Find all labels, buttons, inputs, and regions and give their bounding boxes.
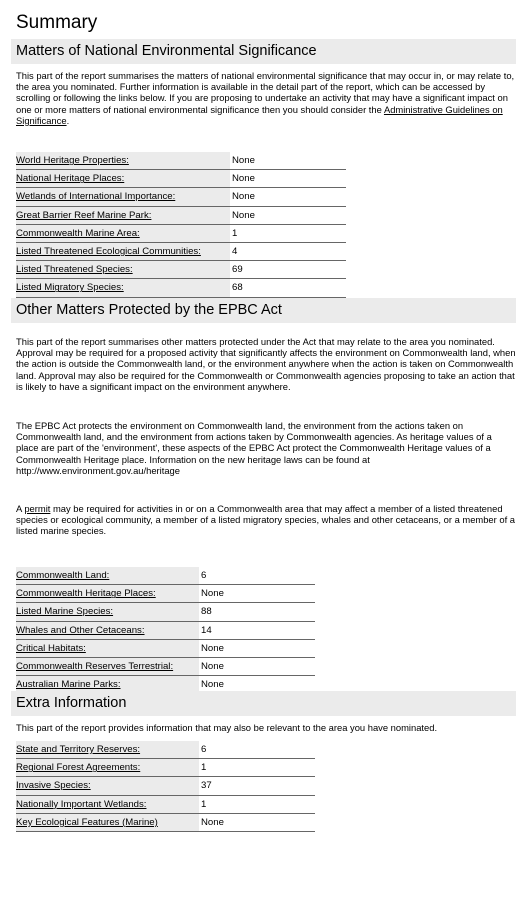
- other-para-3-text: A: [16, 503, 25, 514]
- table-row: [16, 224, 346, 242]
- table-row: [16, 567, 315, 585]
- other-para-2: The EPBC Act protects the environment on Commonwealth land, the environment from the actions taken on Commonwealth land, and the environment from actions taken by Commonwealth agencies. As heritage values of a place are part of the 'environment', these aspects of the EPBC Act protect the Commonwealth Heritage values of a Commonwealth Heritage place. Information on the new heritage laws can be found at http://www.environment.gov.au/heritage: [16, 420, 492, 476]
- row-label-link[interactable]: Listed Threatened Species:: [16, 264, 133, 276]
- row-label-link[interactable]: Whales and Other Cetaceans:: [16, 624, 145, 636]
- row-label-link[interactable]: Commonwealth Heritage Places:: [16, 588, 156, 600]
- mnes-intro-end: .: [66, 114, 70, 126]
- extra-intro: This part of the report provides information that may also be relevant to the area you have nominated.: [16, 722, 438, 733]
- section-heading-extra: Extra Information: [11, 691, 516, 716]
- row-value: 69: [232, 264, 243, 276]
- table-row: [16, 585, 315, 603]
- row-value: None: [232, 209, 255, 221]
- mnes-intro: [16, 70, 516, 126]
- row-value: None: [232, 191, 255, 203]
- row-value: 1: [201, 798, 207, 810]
- row-label-link[interactable]: State and Territory Reserves:: [16, 744, 141, 756]
- row-label-link[interactable]: Listed Migratory Species:: [16, 282, 124, 294]
- row-label-link[interactable]: National Heritage Places:: [16, 173, 125, 185]
- row-label-link[interactable]: Key Ecological Features (Marine): [16, 816, 158, 828]
- other-para-3-end: may be required for activities in or on a Commonwealth area that may affect a member of a listed threatened species or ecological community, a member of a listed migratory species, whales and other cetaceans, or a member of a listed marine species.: [16, 503, 516, 537]
- table-row: [16, 639, 315, 657]
- row-value: 6: [201, 570, 207, 582]
- administrative-guidelines-link[interactable]: Administrative Guidelines on Significance: [16, 103, 503, 126]
- row-label-link[interactable]: Listed Threatened Ecological Communities:: [16, 246, 201, 258]
- section-heading-mnes: Matters of National Environmental Significance: [11, 39, 516, 64]
- row-value: 88: [201, 606, 212, 618]
- table-row: [16, 261, 346, 279]
- row-value: 37: [201, 780, 212, 792]
- row-value: 68: [232, 282, 243, 294]
- table-row: [16, 777, 315, 795]
- other-para-1: This part of the report summarises other matters protected under the Act that may relate to the area you nominated. Approval may be required for a proposed activity that significantly affects the environment on Commonwealth land, when the action is outside the Commonwealth land, or the environment anywhere when the action is taken on Commonwealth land. Approval may also be required for the Commonwealth or Commonwealth agencies proposing to take an action that is likely to have a significant impact on the environment anywhere.: [16, 336, 516, 392]
- row-value: None: [201, 661, 224, 673]
- table-row: [16, 759, 315, 777]
- row-label-link[interactable]: Listed Marine Species:: [16, 606, 114, 618]
- row-label-link[interactable]: Wetlands of International Importance:: [16, 191, 176, 203]
- table-row: [16, 603, 315, 621]
- row-label-link[interactable]: Critical Habitats:: [16, 642, 86, 654]
- row-value: None: [201, 679, 224, 691]
- table-row: [16, 795, 315, 813]
- mnes-summary-table: [16, 152, 346, 298]
- row-value: None: [232, 173, 255, 185]
- table-row: [16, 741, 315, 759]
- table-row: [16, 813, 315, 831]
- other-para-3: [16, 503, 516, 537]
- row-label-link[interactable]: Commonwealth Land:: [16, 570, 110, 582]
- row-value: 1: [232, 227, 238, 239]
- table-row: [16, 657, 315, 675]
- table-row: [16, 170, 346, 188]
- other-summary-table: [16, 567, 315, 694]
- row-label-link[interactable]: Invasive Species:: [16, 780, 91, 792]
- row-label-link[interactable]: World Heritage Properties:: [16, 155, 129, 167]
- table-row: [16, 621, 315, 639]
- row-label-link[interactable]: Nationally Important Wetlands:: [16, 798, 147, 810]
- page-title: Summary: [16, 12, 98, 33]
- table-row: [16, 188, 346, 206]
- row-value: None: [201, 588, 224, 600]
- row-value: 1: [201, 762, 207, 774]
- table-row: [16, 279, 346, 297]
- row-label-link[interactable]: Regional Forest Agreements:: [16, 762, 141, 774]
- row-label-link[interactable]: Commonwealth Reserves Terrestrial:: [16, 661, 174, 673]
- table-row: [16, 152, 346, 170]
- row-value: None: [201, 816, 224, 828]
- table-row: [16, 206, 346, 224]
- row-label-link[interactable]: Australian Marine Parks:: [16, 679, 121, 691]
- row-value: None: [232, 155, 255, 167]
- row-value: None: [201, 642, 224, 654]
- section-heading-other: Other Matters Protected by the EPBC Act: [11, 298, 516, 323]
- mnes-intro-text: This part of the report summarises the matters of national environmental significance that may occur in, or may relate to, the area you nominated. Further information is available in the detail part of the report, which can be accessed by scrolling or following the links below. If you are proposing to undertake an activity that may have a significant impact on one or more matters of national environmental significance then you should consider the: [16, 70, 515, 115]
- table-row: [16, 242, 346, 260]
- row-value: 4: [232, 246, 238, 258]
- row-label-link[interactable]: Great Barrier Reef Marine Park:: [16, 209, 152, 221]
- row-value: 6: [201, 744, 207, 756]
- row-label-link[interactable]: Commonwealth Marine Area:: [16, 227, 140, 239]
- permit-link[interactable]: permit: [24, 503, 51, 514]
- row-value: 14: [201, 624, 212, 636]
- extra-summary-table: [16, 741, 315, 832]
